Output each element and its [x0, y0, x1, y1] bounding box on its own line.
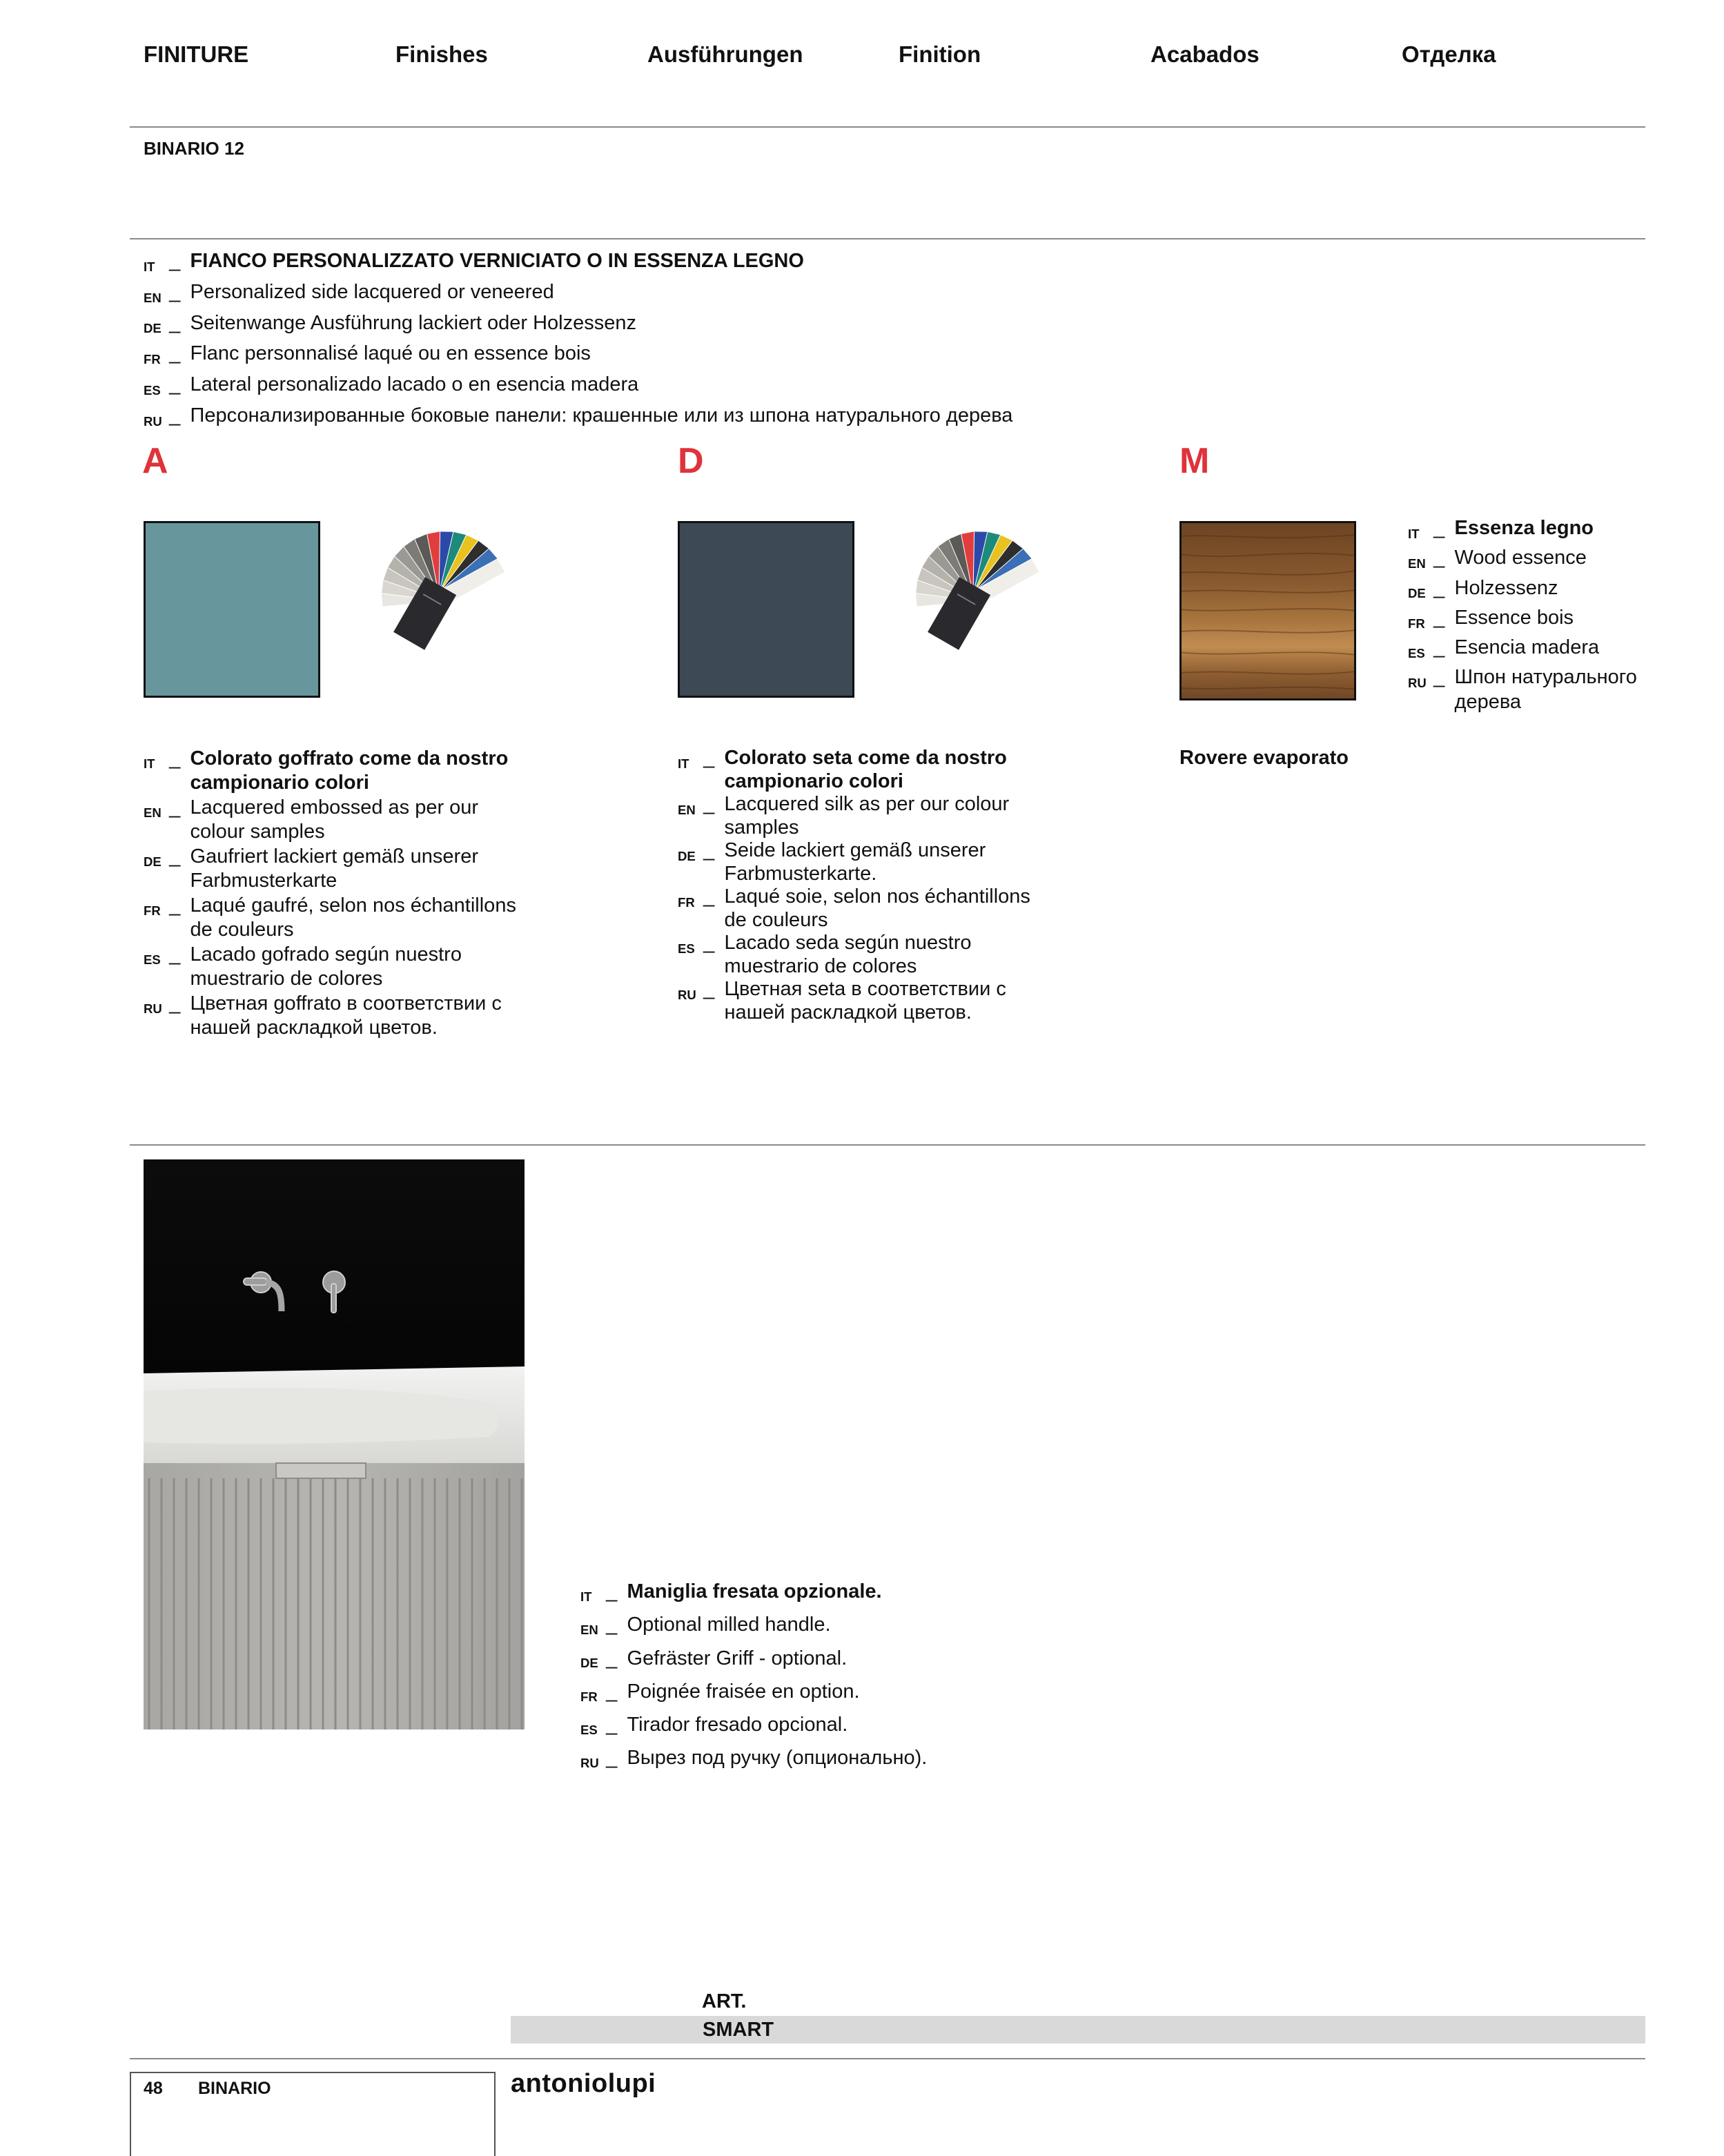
divider [130, 2058, 1645, 2059]
finish-d-description: IT _ Colorato seta come da nostro campionario colori EN _ Lacquered silk as per our colour samples DE _ Seide lackiert gemäß unserer Farbmusterkarte. FR _ Laqué soie, selon nos échantillons de couleurs ES _ Lacado seda según nuestro muestrario de colores RU _ Цветная seta в соответствии с нашей раскладкой цветов. [678, 747, 1050, 1024]
finish-d-title: Colorato seta come da nostro campionario colori [724, 747, 1007, 792]
header-title-ru: Отделка [1402, 41, 1496, 67]
color-fan-deck-icon [903, 518, 1048, 663]
side-panel-title: FIANCO PERSONALIZZATO VERNICIATO O IN ESSENZA LEGNO [190, 250, 804, 272]
handle-description: IT _ Maniglia fresata opzionale. EN _ Optional milled handle. DE _ Gefräster Griff - optional. FR _ Poignée fraisée en option. ES _ Tirador fresado opcional. RU _ Вырез под ручку (опционально). [580, 1578, 1202, 1778]
handle-text: Gefräster Griff - optional. [627, 1647, 848, 1669]
wood-essence-text: Holzessenz [1454, 576, 1558, 599]
lang-code: FR [144, 903, 161, 918]
page-number: 48 [144, 2079, 163, 2098]
wood-essence-text: Шпон натурального дерева [1454, 666, 1637, 713]
wood-essence-text: Wood essence [1454, 547, 1587, 569]
lang-code: IT [678, 756, 689, 771]
series-label: ART. [702, 1990, 747, 2012]
color-fan-deck-icon [369, 518, 514, 663]
brand-logo: antoniolupi [511, 2069, 656, 2098]
side-panel-text: Lateral personalizado lacado o en esencia madera [190, 373, 639, 396]
finish-a-text: Gaufriert lackiert gemäß unserer Farbmusterkarte [190, 845, 478, 892]
finish-letter-a: A [142, 441, 168, 481]
color-swatch-d [678, 521, 854, 698]
color-swatch-a [144, 521, 320, 698]
lang-code: EN [1408, 556, 1426, 571]
finish-d-text: Lacquered silk as per our colour samples [724, 793, 1010, 839]
footer-collection: BINARIO [198, 2079, 271, 2098]
finish-m-name: Rovere evaporato [1179, 747, 1349, 769]
lang-code: DE [144, 321, 161, 336]
header-title-en: Finishes [395, 41, 488, 67]
finish-a-description: IT _ Colorato goffrato come da nostro campionario colori EN _ Lacquered embossed as per our colour samples DE _ Gaufriert lackiert gemäß unserer Farbmusterkarte FR _ Laqué gaufré, selon nos échantillons de couleurs ES _ Lacado gofrado según nuestro muestrario de colores RU _ Цветная goffrato в соответствии с нашей раскладкой цветов. [144, 747, 530, 1039]
lang-code: DE [580, 1656, 598, 1671]
finish-d-text: Lacado seda según nuestro muestrario de colores [724, 932, 972, 977]
side-panel-text: Personalized side lacquered or veneered [190, 280, 554, 303]
side-panel-description: IT _ FIANCO PERSONALIZZATO VERNICIATO O IN ESSENZA LEGNO EN _ Personalized side lacquered or veneered DE _ Seitenwange Ausführung lackiert oder Holzessenz FR _ Flanc personnalisé laqué ou en essence bois ES _ Lateral personalizado lacado o en esencia madera RU _ Персонализированные боковые панели: крашенные или из шпона натурального дерева [144, 248, 1248, 434]
finish-a-text: Lacado gofrado según nuestro muestrario de colores [190, 943, 462, 990]
lang-code: ES [580, 1722, 598, 1737]
side-panel-text: Flanc personnalisé laqué ou en essence bois [190, 342, 591, 365]
divider [130, 126, 1645, 128]
wood-essence-text: Essenza legno [1454, 517, 1594, 539]
divider [130, 1144, 1645, 1146]
lang-code: DE [144, 854, 161, 869]
finish-d-text: Laqué soie, selon nos échantillons de couleurs [724, 885, 1030, 931]
wood-essence-text: Essence bois [1454, 606, 1574, 629]
lang-code: FR [678, 894, 695, 910]
handle-text: Optional milled handle. [627, 1614, 831, 1636]
finish-a-text: Lacquered embossed as per our colour samples [190, 796, 479, 843]
lang-code: IT [580, 1589, 592, 1604]
series-band [511, 2016, 1645, 2044]
lang-code: EN [580, 1623, 598, 1638]
lang-code: DE [678, 848, 696, 863]
lang-code: IT [1408, 526, 1420, 541]
side-panel-text: Seitenwange Ausführung lackiert oder Holzessenz [190, 311, 636, 334]
finish-letter-d: D [678, 441, 704, 481]
handle-text: Tirador fresado opcional. [627, 1714, 848, 1736]
divider [130, 238, 1645, 239]
lang-code: RU [144, 1001, 162, 1016]
footer-box [130, 2072, 496, 2156]
lang-code: DE [1408, 586, 1426, 601]
lang-code: RU [580, 1756, 599, 1771]
wood-essence-text: Esencia madera [1454, 636, 1600, 659]
header-title-fr: Finition [899, 41, 981, 67]
lang-code: FR [580, 1689, 598, 1704]
lang-code: ES [144, 952, 161, 967]
wood-swatch-m [1179, 521, 1356, 700]
finish-d-text: Цветная seta в соответствии с нашей раскладкой цветов. [724, 978, 1006, 1023]
lang-code: RU [678, 987, 696, 1002]
handle-text: Вырез под ручку (опционально). [627, 1747, 928, 1770]
finish-d-text: Seide lackiert gemäß unserer Farbmusterkarte. [724, 839, 986, 885]
lang-code: FR [1408, 616, 1425, 631]
lang-code: FR [144, 352, 161, 367]
wood-essence-label: IT _ Essenza legno EN _ Wood essence DE _ Holzessenz FR _ Essence bois ES _ Esencia madera RU _ Шпон натурального дерева [1408, 516, 1656, 714]
lang-code: ES [1408, 645, 1425, 660]
finish-a-text: Laqué gaufré, selon nos échantillons de couleurs [190, 894, 516, 941]
finish-a-title: Colorato goffrato come da nostro campionario colori [190, 747, 509, 794]
header-title-es: Acabados [1150, 41, 1260, 67]
finish-a-text: Цветная goffrato в соответствии с нашей раскладкой цветов. [190, 992, 502, 1039]
model-label: BINARIO 12 [144, 138, 244, 159]
lang-code: ES [678, 941, 695, 956]
header-title-de: Ausführungen [647, 41, 803, 67]
handle-title: Maniglia fresata opzionale. [627, 1580, 882, 1603]
header-title-it: FINITURE [144, 41, 249, 67]
lang-code: RU [1408, 676, 1427, 691]
lang-code: RU [144, 413, 162, 429]
lang-code: IT [144, 756, 155, 771]
finish-letter-m: M [1179, 441, 1210, 481]
handle-text: Poignée fraisée en option. [627, 1680, 860, 1703]
side-panel-text: Персонализированные боковые панели: крашенные или из шпона натурального дерева [190, 404, 1013, 427]
lang-code: EN [144, 290, 161, 305]
lang-code: EN [678, 802, 696, 817]
series-value: SMART [703, 2019, 774, 2041]
lang-code: ES [144, 382, 161, 398]
lang-code: IT [144, 259, 155, 274]
lang-code: EN [144, 805, 161, 820]
product-photo [144, 1159, 525, 1729]
